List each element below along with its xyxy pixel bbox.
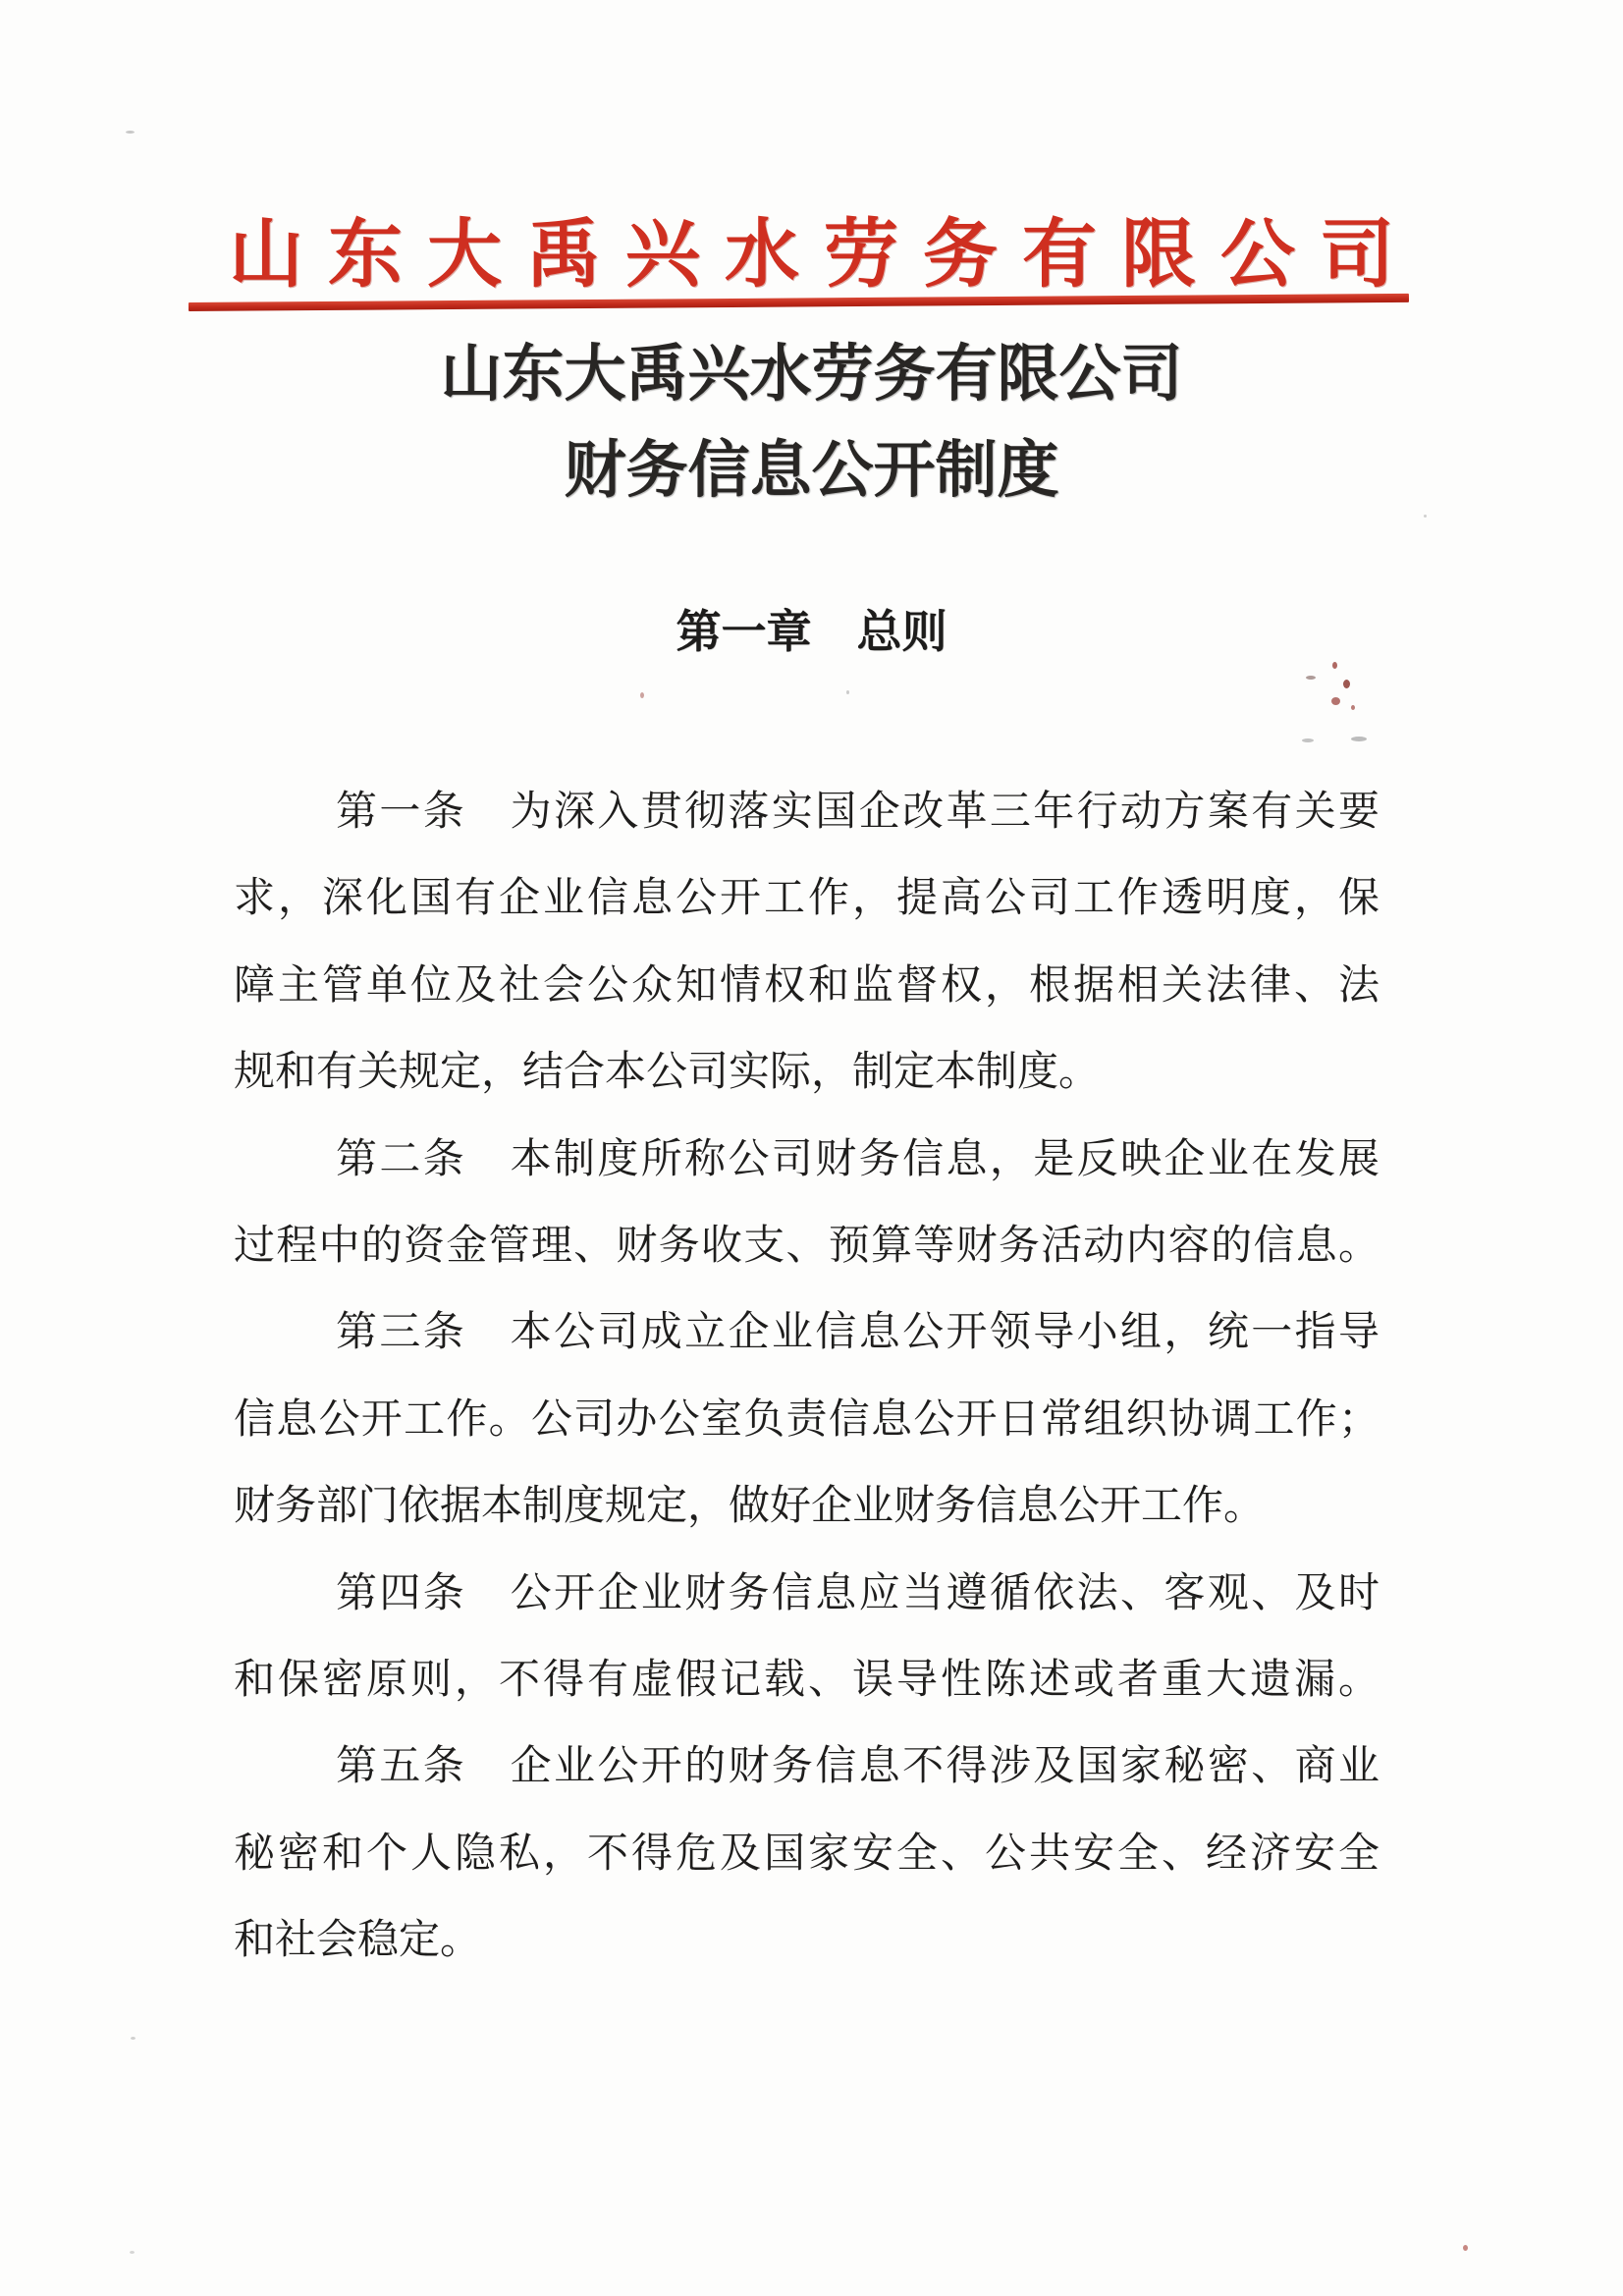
body-line: 信息公开工作。公司办公室负责信息公开日常组织协调工作； — [234, 1394, 1380, 1443]
letterhead-company-name: 山东大禹兴水劳务有限公司 — [229, 210, 1419, 298]
body-line: 过程中的资金管理、财务收支、预算等财务活动内容的信息。 — [234, 1220, 1380, 1269]
body-line: 和保密原则，不得有虚假记载、误导性陈述或者重大遗漏。 — [234, 1654, 1380, 1703]
body-line: 第三条 本公司成立企业信息公开领导小组，统一指导 — [336, 1307, 1380, 1356]
scan-artifact — [1463, 2245, 1468, 2251]
document-title-line1: 山东大禹兴水劳务有限公司 — [440, 337, 1183, 410]
scan-artifact — [1332, 662, 1337, 669]
scan-artifact — [1351, 705, 1355, 710]
body-line: 规和有关规定，结合本公司实际，制定本制度。 — [234, 1047, 1101, 1096]
scan-artifact — [846, 690, 849, 694]
scan-artifact — [1331, 697, 1340, 705]
scan-artifact — [1306, 676, 1316, 680]
body-line: 第二条 本制度所称公司财务信息，是反映企业在发展 — [336, 1133, 1380, 1182]
chapter-heading: 第一章 总则 — [676, 605, 947, 658]
document-body — [234, 768, 1380, 1983]
scan-artifact — [130, 2251, 135, 2254]
body-line: 求，深化国有企业信息公开工作，提高公司工作透明度，保 — [234, 873, 1380, 922]
body-line: 第五条 企业公开的财务信息不得涉及国家秘密、商业 — [336, 1741, 1380, 1790]
body-line: 财务部门依据本制度规定，做好企业财务信息公开工作。 — [234, 1481, 1266, 1530]
scan-artifact — [1424, 515, 1427, 518]
body-line: 和社会稳定。 — [234, 1915, 482, 1964]
body-line: 秘密和个人隐私，不得危及国家安全、公共安全、经济安全 — [234, 1828, 1380, 1877]
scan-artifact — [1343, 680, 1350, 688]
body-line: 第四条 公开企业财务信息应当遵循依法、客观、及时 — [336, 1567, 1380, 1616]
document-title-line2: 财务信息公开制度 — [564, 433, 1059, 506]
scan-artifact — [131, 2037, 135, 2040]
body-line: 第一条 为深入贯彻落实国企改革三年行动方案有关要 — [336, 787, 1380, 835]
scan-artifact — [640, 692, 644, 698]
scan-artifact — [126, 131, 135, 134]
body-line: 障主管单位及社会公众知情权和监督权，根据相关法律、法 — [234, 959, 1380, 1009]
scan-artifact — [1351, 737, 1367, 741]
scan-artifact — [1302, 738, 1314, 742]
